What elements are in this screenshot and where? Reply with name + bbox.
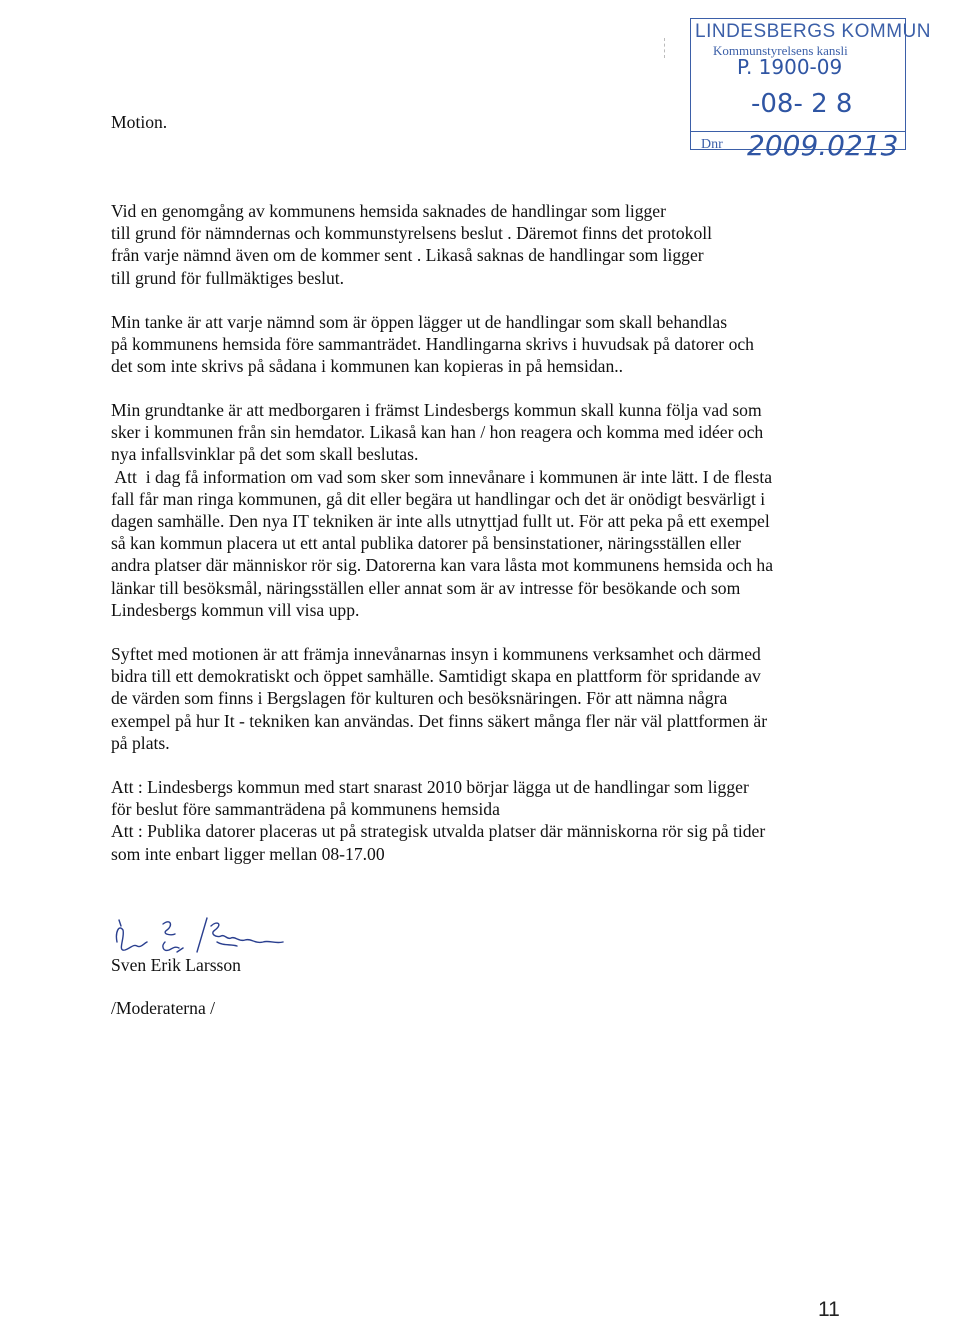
text-line: exempel på hur It - tekniken kan användas. Det finns säkert många fler när väl plattformen är [111,710,768,731]
scan-mark [664,38,668,58]
stamp-title: LINDESBERGS KOMMUN [695,21,931,42]
text-line: till grund för fullmäktiges beslut. [111,267,345,288]
text-line: de värden som finns i Bergslagen för kulturen och besöksnäringen. För att nämna några [111,688,728,709]
party-name: /Moderaterna / [111,998,216,1018]
stamp-date: -08- 2 8 [751,89,853,119]
paragraph-2 [111,311,754,378]
text-line: det som inte skrivs på sådana i kommunen kan kopieras in på hemsidan.. [111,356,624,377]
page-number: 11 [818,1298,840,1321]
stamp-dnr-label: Dnr [701,137,723,152]
text-line: från varje nämnd även om de kommer sent . Likaså saknas de handlingar som ligger [111,245,704,266]
document-heading: Motion. [111,112,168,132]
text-line: Att : Lindesbergs kommun med start snarast 2010 börjar lägga ut de handlingar som ligger [111,777,749,797]
text-line: Min grundtanke är att medborgaren i främst Lindesbergs kommun skall kunna följa vad som [111,400,762,420]
registration-stamp [690,18,931,162]
text-line: dagen samhälle. Den nya IT tekniken är inte alls utnyttjad fullt ut. För att peka på ett exempel [111,511,770,532]
paragraph-1 [111,200,712,289]
text-line: som inte enbart ligger mellan 08-17.00 [111,843,385,864]
text-line: Att : Publika datorer placeras ut på strategisk utvalda platser där människorna rör sig på tider [111,821,766,842]
text-line: bidra till ett demokratiskt och öppet samhälle. Samtidigt skapa en plattform för spridande av [111,666,761,687]
stamp-subtitle: Kommunstyrelsens kansli [713,43,848,58]
text-line: sker i kommunen från sin hemdator. Likaså kan han / hon reagera och komma med idéer och [111,422,764,443]
text-line: Min tanke är att varje nämnd som är öppen lägger ut de handlingar som skall behandlas [111,312,728,332]
paragraph-4 [111,643,767,754]
text-line: Att i dag få information om vad som sker som innevånare i kommunen är inte lätt. I de flesta [111,466,773,487]
text-line: Lindesbergs kommun vill visa upp. [111,599,360,620]
text-line: så kan kommun placera ut ett antal publika datorer på bensinstationer, näringsställen eller [111,533,742,554]
paragraph-5 [111,776,765,865]
handwritten-signature [113,912,293,958]
text-line: Vid en genomgång av kommunens hemsida saknades de handlingar som ligger [111,201,666,221]
paragraph-3 [111,399,773,621]
text-line: för beslut före sammanträdena på kommunens hemsida [111,799,500,820]
text-line: nya infallsvinklar på det som skall beslutas. [111,444,419,465]
text-line: till grund för nämndernas och kommunstyrelsens beslut . Däremot finns det protokoll [111,223,713,244]
text-line: på kommunens hemsida före sammanträdet. Handlingarna skrivs i huvudsak på datorer och [111,334,754,355]
text-line: fall får man ringa kommunen, gå dit eller begära ut handlingar och det är onödigt besvärligt i [111,488,766,509]
text-line: på plats. [111,732,170,753]
text-line: Syftet med motionen är att främja innevånarnas insyn i kommunens verksamhet och därmed [111,644,761,664]
text-line: länkar till besöksmål, näringsställen eller annat som är av intresse för besökande och som [111,577,741,598]
text-line: andra platser där människor rör sig. Datorerna kan vara låsta mot kommunens hemsida och ha [111,555,773,576]
stamp-handwritten-p: P. 1900-09 [737,55,843,79]
stamp-dnr-value: 2009.0213 [747,129,899,162]
signatory-name: Sven Erik Larsson [111,955,241,975]
